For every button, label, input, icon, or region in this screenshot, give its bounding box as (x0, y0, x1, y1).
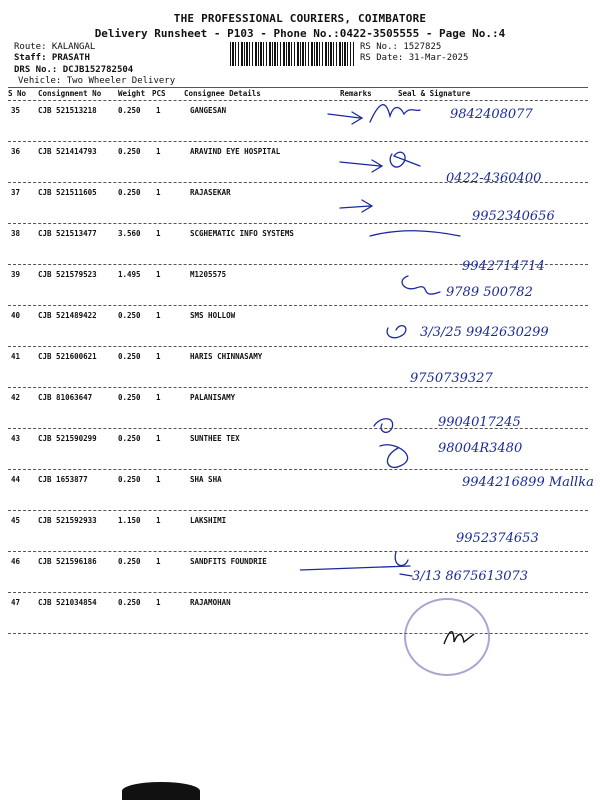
row-weight: 1.495 (118, 270, 141, 279)
row-sno: 35 (11, 106, 21, 115)
row-sno: 37 (11, 188, 21, 197)
handwritten-phone: 9789 500782 (446, 285, 533, 300)
signature-mark (370, 105, 420, 122)
row-sno: 36 (11, 147, 21, 156)
row-weight: 0.250 (118, 106, 141, 115)
row-consignee: PALANISAMY (190, 393, 236, 402)
row-consignment: CJB 521414793 (38, 147, 97, 156)
row-pcs: 1 (156, 147, 161, 156)
handwritten-phone: 98004R3480 (438, 441, 523, 456)
handwritten-phone: 9944216899 Mallka (462, 475, 594, 490)
row-consignee: SUNTHEE TEX (190, 434, 240, 443)
row-sno: 46 (11, 557, 21, 566)
row-consignee: SANDFITS FOUNDRIE (190, 557, 267, 566)
row-weight: 0.250 (118, 598, 141, 607)
row-consignee: SCGHEMATIC INFO SYSTEMS (190, 229, 294, 238)
row-pcs: 1 (156, 434, 161, 443)
handwritten-phone: 3/13 8675613073 (412, 569, 529, 584)
signature-mark (380, 445, 408, 468)
rs-number: RS No.: 1527825 (360, 42, 442, 52)
row-weight: 0.250 (118, 147, 141, 156)
arrow-icon (340, 200, 372, 212)
handwritten-signatures (300, 96, 600, 636)
row-consignment: CJB 81063647 (38, 393, 93, 402)
vehicle-label: Vehicle: Two Wheeler Delivery (18, 76, 176, 86)
stamp-signature (440, 626, 480, 648)
col-seal-signature: Seal & Signature (398, 89, 471, 98)
rs-date: RS Date: 31-Mar-2025 (360, 53, 469, 63)
signature-mark (374, 419, 393, 433)
row-weight: 1.150 (118, 516, 141, 525)
barcode-image (230, 42, 354, 66)
row-sno: 42 (11, 393, 21, 402)
row-consignee: M1205575 (190, 270, 227, 279)
row-pcs: 1 (156, 106, 161, 115)
document-title: THE PROFESSIONAL COURIERS, COIMBATORE (173, 12, 427, 25)
handwritten-phone: 9952340656 (472, 209, 555, 224)
handwritten-phone: 9904017245 (438, 415, 521, 430)
row-consignment: CJB 521590299 (38, 434, 97, 443)
col-sno: S No (8, 89, 27, 98)
col-remarks: Remarks (340, 89, 372, 98)
row-pcs: 1 (156, 557, 161, 566)
drs-label: DRS No.: DCJB152782504 (14, 65, 134, 75)
row-weight: 0.250 (118, 393, 141, 402)
col-weight: Weight (118, 89, 146, 98)
document-subtitle: Delivery Runsheet - P103 - Phone No.:0422-3505555 - Page No.:4 (94, 27, 506, 40)
row-consignee: SHA SHA (190, 475, 222, 484)
scan-smudge (122, 782, 200, 800)
arrow-icon (340, 160, 382, 172)
row-pcs: 1 (156, 352, 161, 361)
row-consignee: GANGESAN (190, 106, 227, 115)
row-weight: 0.250 (118, 475, 141, 484)
row-consignment: CJB 521511605 (38, 188, 97, 197)
row-pcs: 1 (156, 188, 161, 197)
row-consignment: CJB 521600621 (38, 352, 97, 361)
row-weight: 0.250 (118, 557, 141, 566)
handwritten-phone: 9952374653 (456, 531, 539, 546)
row-consignee: SMS HOLLOW (190, 311, 236, 320)
row-pcs: 1 (156, 516, 161, 525)
arrow-icon (328, 112, 362, 124)
row-consignment: CJB 521579523 (38, 270, 97, 279)
row-consignment: CJB 1653877 (38, 475, 88, 484)
row-consignment: CJB 521596186 (38, 557, 97, 566)
handwritten-phone: 9750739327 (410, 371, 493, 386)
signature-mark (402, 276, 440, 294)
handwritten-phone: 9942714714 (462, 259, 545, 274)
handwritten-phone: 9842408077 (450, 107, 533, 122)
row-weight: 3.560 (118, 229, 141, 238)
row-sno: 38 (11, 229, 21, 238)
col-pcs: PCS (152, 89, 166, 98)
row-consignee: HARIS CHINNASAMY (190, 352, 263, 361)
row-consignee: LAKSHIMI (190, 516, 227, 525)
row-sno: 41 (11, 352, 21, 361)
signature-mark (390, 152, 420, 167)
arrow-icon (300, 566, 410, 570)
row-pcs: 1 (156, 270, 161, 279)
row-consignment: CJB 521592933 (38, 516, 97, 525)
row-sno: 39 (11, 270, 21, 279)
col-consignment: Consignment No (38, 89, 102, 98)
row-weight: 0.250 (118, 434, 141, 443)
signature-mark (370, 231, 460, 236)
row-weight: 0.250 (118, 311, 141, 320)
row-sno: 47 (11, 598, 21, 607)
handwritten-phone: 3/3/25 9942630299 (420, 325, 549, 340)
row-consignee: RAJAMOHAN (190, 598, 231, 607)
row-pcs: 1 (156, 393, 161, 402)
row-consignment: CJB 521513477 (38, 229, 97, 238)
row-pcs: 1 (156, 598, 161, 607)
staff-label: Staff: PRASATH (14, 53, 90, 63)
row-consignee: RAJASEKAR (190, 188, 231, 197)
row-sno: 43 (11, 434, 21, 443)
row-consignment: CJB 521489422 (38, 311, 97, 320)
handwritten-phone: 0422-4360400 (446, 171, 542, 186)
row-pcs: 1 (156, 475, 161, 484)
row-consignee: ARAVIND EYE HOSPITAL (190, 147, 281, 156)
signature-mark (395, 552, 412, 576)
row-weight: 0.250 (118, 352, 141, 361)
row-pcs: 1 (156, 229, 161, 238)
col-consignee: Consignee Details (184, 89, 261, 98)
row-consignment: CJB 521513218 (38, 106, 97, 115)
row-sno: 44 (11, 475, 21, 484)
row-sno: 40 (11, 311, 21, 320)
row-sno: 45 (11, 516, 21, 525)
row-consignment: CJB 521034854 (38, 598, 97, 607)
signature-mark (387, 326, 406, 338)
row-weight: 0.250 (118, 188, 141, 197)
route-label: Route: KALANGAL (14, 42, 96, 52)
row-pcs: 1 (156, 311, 161, 320)
